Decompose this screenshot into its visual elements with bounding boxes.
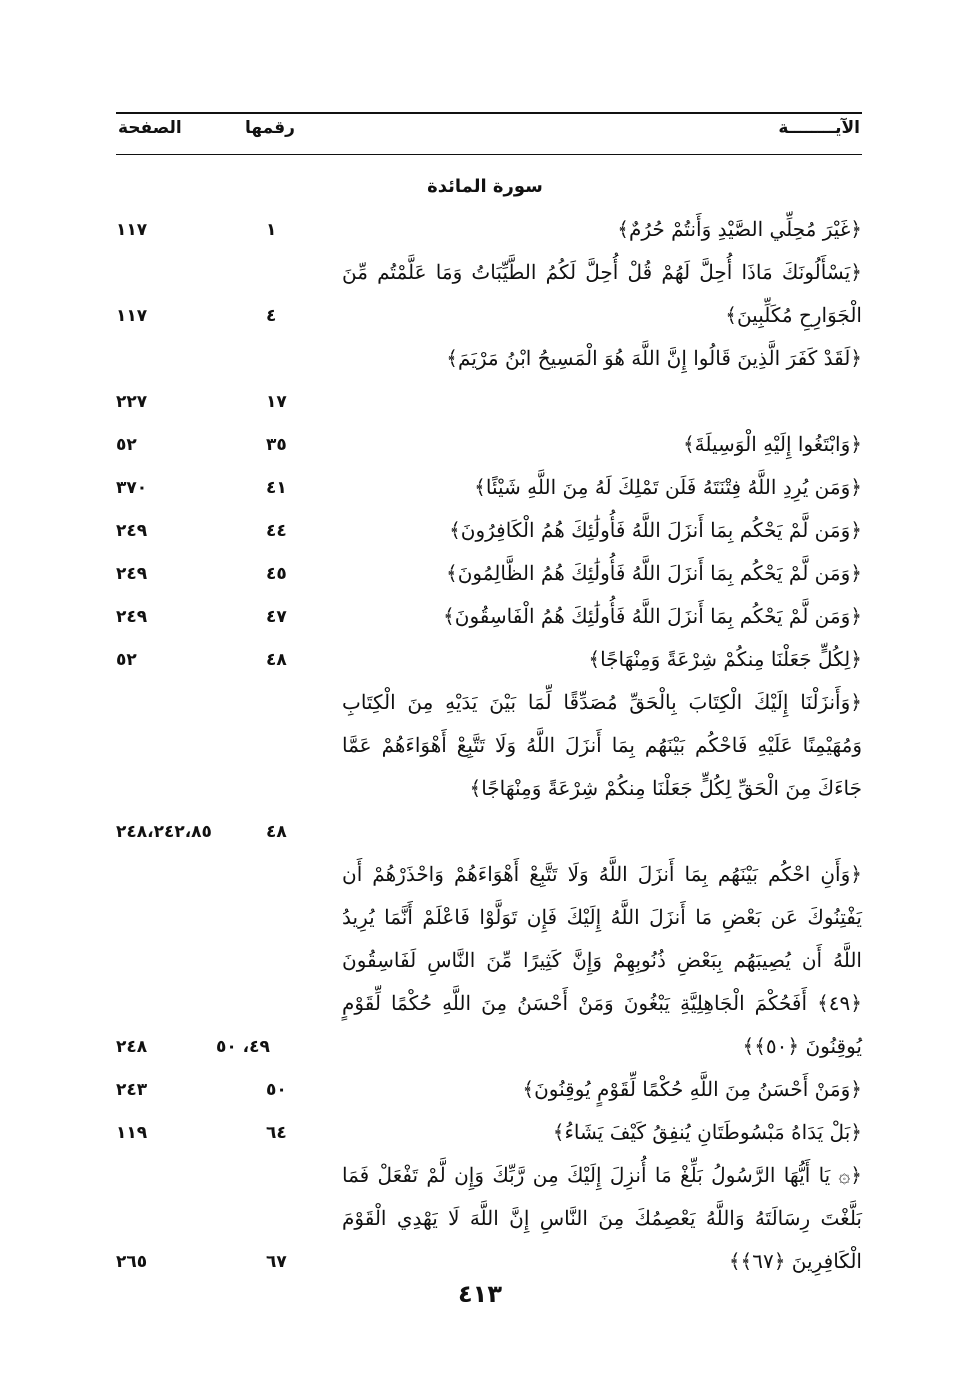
page-ref: ٢٤٨ bbox=[116, 1037, 148, 1057]
ayah-number: ٣٥ bbox=[266, 435, 287, 455]
page-ref: ٢٦٥ bbox=[116, 1252, 148, 1272]
ayah-number: ٤٨ bbox=[266, 822, 287, 842]
ayah-number: ٤ bbox=[266, 306, 277, 326]
page-ref: ٢٤٣ bbox=[116, 1080, 148, 1100]
ayah-number: ١ bbox=[266, 220, 277, 240]
ayah-number: ٤٥ bbox=[266, 564, 287, 584]
ayah-number: ٤١ bbox=[266, 478, 287, 498]
ayah-text: ﴿وَأَنِ احْكُم بَيْنَهُم بِمَا أَنزَلَ اللَّهُ وَلَا تَتَّبِعْ أَهْوَاءَهُمْ وَاحْذَرْهُمْ أَن يَفْتِنُوكَ عَن بَعْضِ مَا أَنزَلَ اللَّهُ إِلَيْكَ فَإِن تَوَلَّوْا فَاعْلَمْ أَنَّمَا يُرِيدُ اللَّهُ أَن يُصِيبَهُم بِبَعْضِ ذُنُوبِهِمْ وَإِنَّ كَثِيرًا مِّنَ النَّاسِ لَفَاسِقُونَ ﴿٤٩﴾ أَفَحُكْمَ الْجَاهِلِيَّةِ يَبْغُونَ وَمَنْ أَحْسَنُ مِنَ اللَّهِ حُكْمًا لِّقَوْمٍ يُوقِنُونَ ﴿٥٠﴾﴾ bbox=[342, 862, 862, 1058]
ayah-text: ﴿غَيْرَ مُحِلِّي الصَّيْدِ وَأَنتُمْ حُرُمٌ﴾ bbox=[617, 217, 862, 241]
ayah-text: ﴿وَأَنزَلْنَا إِلَيْكَ الْكِتَابَ بِالْحَقِّ مُصَدِّقًا لِّمَا بَيْنَ يَدَيْهِ مِنَ الْكِتَابِ وَمُهَيْمِنًا عَلَيْهِ فَاحْكُم بَيْنَهُم بِمَا أَنزَلَ اللَّهُ وَلَا تَتَّبِعْ أَهْوَاءَهُمْ عَمَّا جَاءَكَ مِنَ الْحَقِّ لِكُلٍّ جَعَلْنَا مِنكُمْ شِرْعَةً وَمِنْهَاجًا﴾ bbox=[342, 690, 862, 800]
ayah-number: ٦٤ bbox=[266, 1123, 287, 1143]
top-rule bbox=[116, 112, 862, 114]
ayah-text: ﴿لَقَدْ كَفَرَ الَّذِينَ قَالُوا إِنَّ اللَّهَ هُوَ الْمَسِيحُ ابْنُ مَرْيَمَ﴾ bbox=[446, 346, 862, 370]
ayah-number: ١٧ bbox=[266, 392, 287, 412]
ayah-text: ﴿وَمَن لَّمْ يَحْكُم بِمَا أَنزَلَ اللَّهُ فَأُولَٰئِكَ هُمُ الظَّالِمُونَ﴾ bbox=[445, 561, 862, 585]
ayah-number: ٦٧ bbox=[266, 1252, 287, 1272]
ayah-text: ﴿۞ يَا أَيُّهَا الرَّسُولُ بَلِّغْ مَا أُنزِلَ إِلَيْكَ مِن رَّبِّكَ وَإِن لَّمْ تَفْعَلْ فَمَا بَلَّغْتَ رِسَالَتَهُ وَاللَّهُ يَعْصِمُكَ مِنَ النَّاسِ إِنَّ اللَّهَ لَا يَهْدِي الْقَوْمَ الْكَافِرِينَ ﴿٦٧﴾﴾ bbox=[342, 1163, 862, 1273]
ayah-text: ﴿بَلْ يَدَاهُ مَبْسُوطَتَانِ يُنفِقُ كَيْفَ يَشَاءُ﴾ bbox=[552, 1120, 862, 1144]
page-ref: ٢٢٧ bbox=[116, 392, 148, 412]
header-page: الصفحة bbox=[118, 118, 182, 138]
surah-title: سورة المائدة bbox=[427, 176, 543, 197]
page-number: ٤١٣ bbox=[458, 1280, 502, 1308]
ayah-text: ﴿وَابْتَغُوا إِلَيْهِ الْوَسِيلَةَ﴾ bbox=[682, 432, 862, 456]
ayah-text: ﴿وَمَن لَّمْ يَحْكُم بِمَا أَنزَلَ اللَّهُ فَأُولَٰئِكَ هُمُ الْكَافِرُونَ﴾ bbox=[449, 518, 862, 542]
page-ref: ٣٧٠ bbox=[116, 478, 148, 498]
ayah-number: ٤٤ bbox=[266, 521, 287, 541]
page-ref: ١١٩ bbox=[116, 1123, 148, 1143]
ayah-number: ٤٧ bbox=[266, 607, 287, 627]
page-ref: ٥٢ bbox=[116, 650, 137, 670]
header-rule bbox=[116, 154, 862, 155]
page-ref: ٥٢ bbox=[116, 435, 137, 455]
ayah-number: ٤٨ bbox=[266, 650, 287, 670]
page-ref: ٢٤٨،٢٤٢،٨٥ bbox=[116, 822, 212, 842]
page-ref: ٢٤٩ bbox=[116, 607, 148, 627]
ayah-text: ﴿وَمَن يُرِدِ اللَّهُ فِتْنَتَهُ فَلَن تَمْلِكَ لَهُ مِنَ اللَّهِ شَيْئًا﴾ bbox=[474, 475, 862, 499]
page-ref: ١١٧ bbox=[116, 220, 148, 240]
header-ayah: الآيــــــــة bbox=[778, 118, 860, 138]
ayah-text: ﴿لِكُلٍّ جَعَلْنَا مِنكُمْ شِرْعَةً وَمِنْهَاجًا﴾ bbox=[588, 647, 862, 671]
page-ref: ٢٤٩ bbox=[116, 521, 148, 541]
page-ref: ٢٤٩ bbox=[116, 564, 148, 584]
page-ref: ١١٧ bbox=[116, 306, 148, 326]
header-number: رقمها bbox=[245, 118, 295, 138]
ayah-number: ٤٩، ٥٠ bbox=[216, 1037, 270, 1057]
ayah-text: ﴿يَسْأَلُونَكَ مَاذَا أُحِلَّ لَهُمْ قُلْ أُحِلَّ لَكُمُ الطَّيِّبَاتُ وَمَا عَلَّمْتُم مِّنَ الْجَوَارِحِ مُكَلِّبِينَ﴾ bbox=[342, 260, 862, 327]
ayah-text: ﴿وَمَن لَّمْ يَحْكُم بِمَا أَنزَلَ اللَّهُ فَأُولَٰئِكَ هُمُ الْفَاسِقُونَ﴾ bbox=[443, 604, 862, 628]
ayah-number: ٥٠ bbox=[266, 1080, 287, 1100]
ayah-text: ﴿وَمَنْ أَحْسَنُ مِنَ اللَّهِ حُكْمًا لِّقَوْمٍ يُوقِنُونَ﴾ bbox=[522, 1077, 862, 1101]
